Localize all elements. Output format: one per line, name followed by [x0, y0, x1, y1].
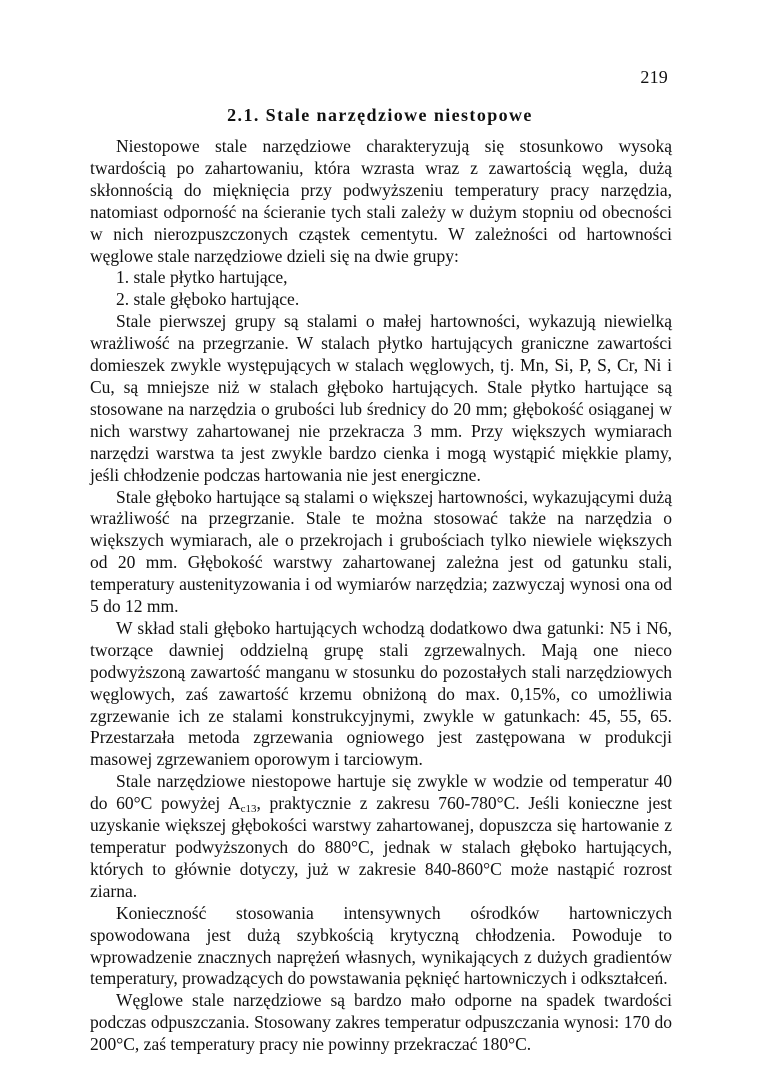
text-span: , praktycznie z zakresu 760-780°C. Jeśli konieczne jest uzyskanie większej głębokości warstwy zahartowanej, dopuszcza się hartowanie z temperatur podwyższonych do 880°C, jednak w stalach głęboko hartujących, których to głównie dotyczy, już w zakresie 840-860°C może nastąpić rozrost ziarna. [90, 793, 672, 901]
paragraph-tempering: Węglowe stale narzędziowe są bardzo mało odporne na spadek twardości podczas odpuszczania. Stosowany zakres temperatur odpuszczania wynosi: 170 do 200°C, zaś temperatury pracy nie powinny przekraczać 180°C. [90, 990, 672, 1055]
paragraph-weldable-grades: W skład stali głęboko hartujących wchodzą dodatkowo dwa gatunki: N5 i N6, tworzące dawniej oddzielną grupę stali zgrzewalnych. Mają one nieco podwyższoną zawartość manganu w stosunku do pozostałych stali narzędziowych węglowych, zaś zawartość krzemu obniżoną do max. 0,15%, co umożliwia zgrzewanie ich ze stalami konstrukcyjnymi, zwykle w gatunkach: 45, 55, 65. Przestarzała metoda zgrzewania ogniowego jest zastępowana w produkcji masowej zgrzewaniem oporowym i tarciowym. [90, 617, 672, 770]
paragraph-deep-hardening: Stale głęboko hartujące są stalami o większej hartowności, wykazującymi dużą wrażliwość na przegrzanie. Stale te można stosować także na narzędzia o większych wymiarach, ale o przekrojach i grubościach tylko niewiele większych od 20 mm. Głębokość warstwy zahartowanej zależna jest od gatunku stali, temperatury austenityzowania i od wymiarów narzędzia; zazwyczaj wynosi ona od 5 do 12 mm. [90, 486, 672, 617]
text-span: Stale narzędziowe niestopowe hartuje się zwykle w wodzie od temperatur 40 do 60°C powyżej A [90, 771, 672, 814]
list-item: 2. stale głęboko hartujące. [116, 289, 300, 310]
paragraph-intro: Niestopowe stale narzędziowe charakteryzują się stosunkowo wysoką twardością po zahartowaniu, która wzrasta wraz z zawartością węgla, dużą skłonnością do mięknięcia przy podwyższeniu temperatury pracy narzędzia, natomiast odporność na ścieranie tych stali zależy w dużym stopniu od obecności w nich nierozpuszczonych cząstek cementytu. W zależności od hartowności węglowe stale narzędziowe dzieli się na dwie grupy: [90, 136, 672, 266]
paragraph-shallow-hardening: Stale pierwszej grupy są stalami o małej hartowności, wykazują niewielką wrażliwość na przegrzanie. W stalach płytko hartujących graniczne zawartości domieszek zwykle występujących w stalach węglowych, tj. Mn, Si, P, S, Cr, Ni i Cu, są mniejsze niż w stalach głęboko hartujących. Stale płytko hartujące są stosowane na narzędzia o grubości lub średnicy do 20 mm; głębokość osiąganej w nich warstwy zahartowanej nie przekracza 3 mm. Przy większych wymiarach narzędzi warstwa ta jest zwykle bardzo cienka i mogą wystąpić miękkie plamy, jeśli chłodzenie podczas hartowania nie jest energiczne. [90, 311, 672, 485]
section-title: 2.1. Stale narzędziowe niestopowe [227, 105, 533, 125]
subscript: c13 [240, 803, 257, 816]
list-item: 1. stale płytko hartujące, [116, 267, 288, 288]
body-text [90, 136, 672, 1056]
page-number: 219 [640, 67, 668, 87]
paragraph-quenching-media: Konieczność stosowania intensywnych ośrodków hartowniczych spowodowana jest dużą szybkością krytyczną chłodzenia. Powoduje to wprowadzenie znacznych naprężeń własnych, wynikających z dużych gradientów temperatury, prowadzących do powstawania pęknięć hartowniczych i odkształceń. [90, 902, 672, 989]
paragraph-hardening-temperature [90, 771, 672, 902]
